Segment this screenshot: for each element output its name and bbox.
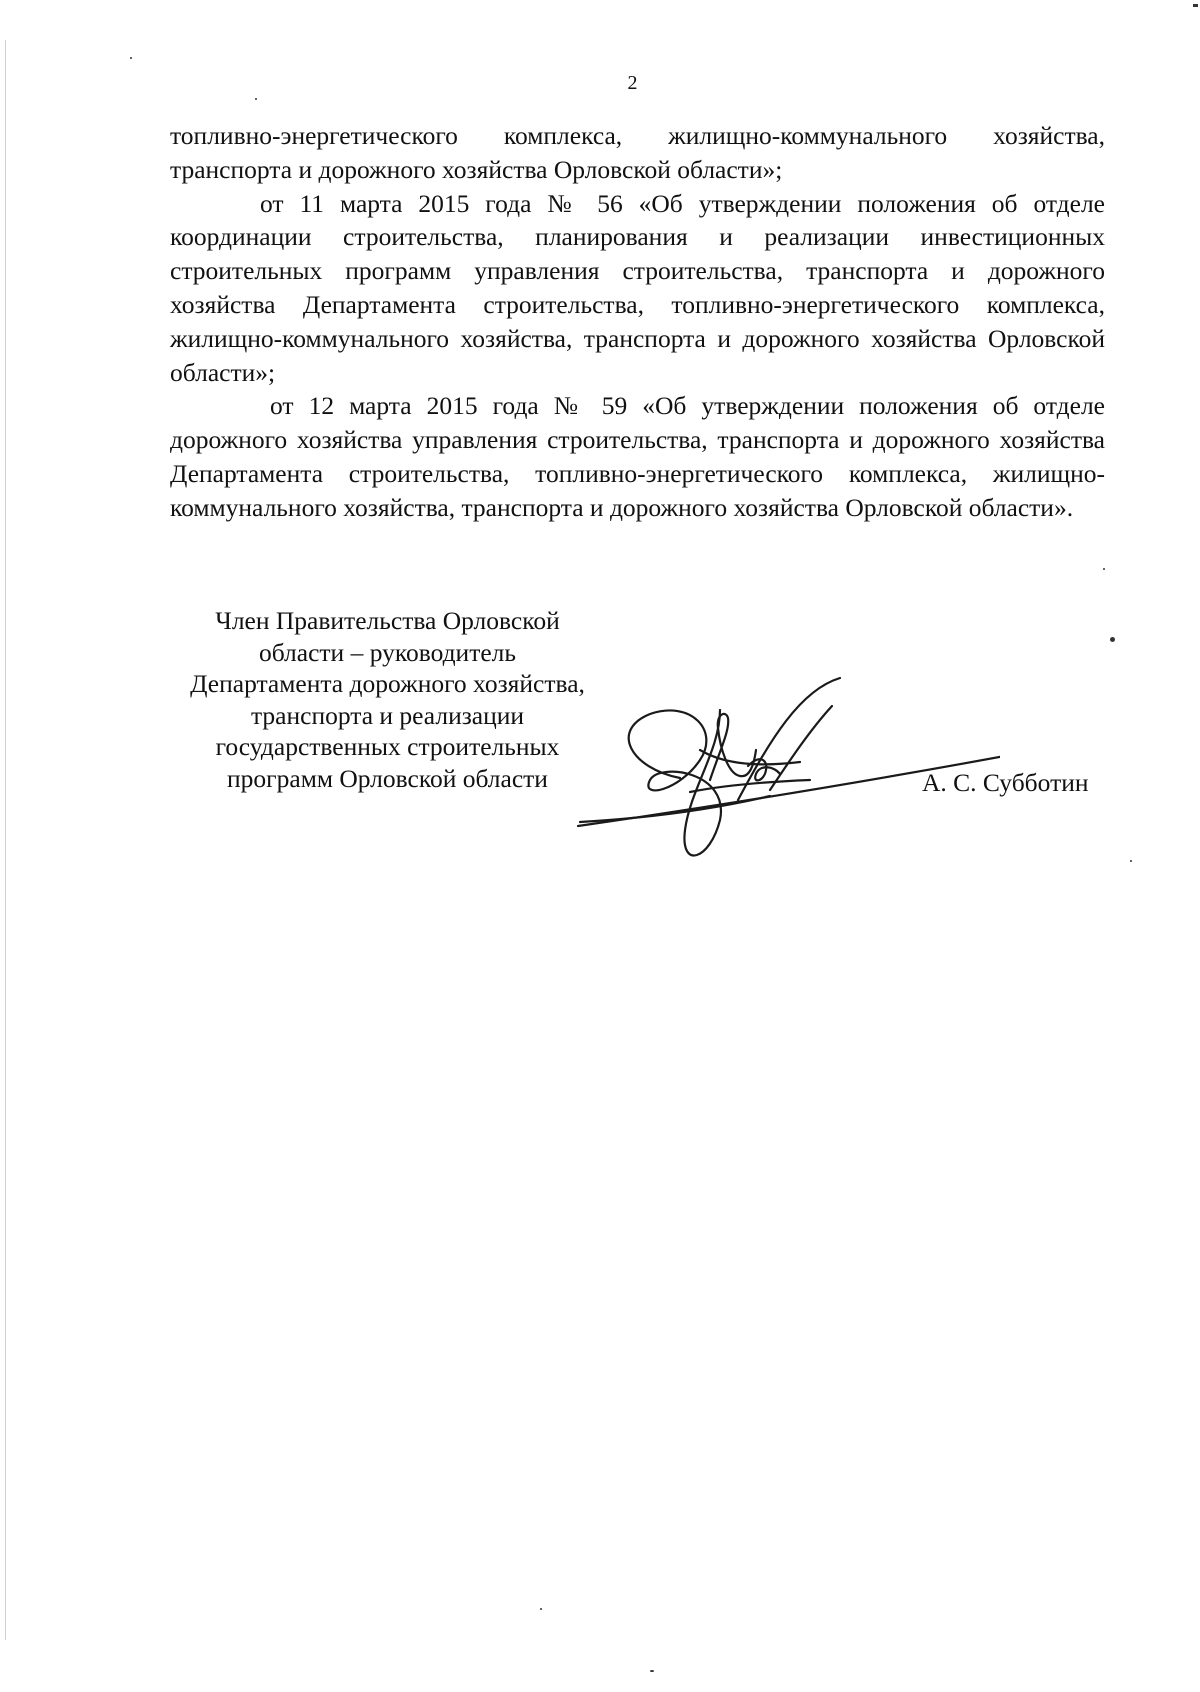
scan-speck: [1103, 568, 1105, 570]
scan-speck: [1110, 637, 1115, 642]
page-number: 2: [627, 72, 638, 94]
scan-speck: [130, 57, 132, 59]
position-line: Департамента дорожного хозяйства,: [190, 669, 585, 698]
scan-edge-line: [5, 40, 6, 1640]
position-line: государственных строительных: [215, 732, 560, 761]
document-body: [170, 119, 1105, 525]
position-line: Член Правительства Орловской: [215, 606, 560, 635]
scan-speck: [1193, 4, 1198, 7]
position-line: транспорта и реализации: [250, 700, 525, 730]
paragraph-order-59: от 12 марта 2015 года № 59 «Об утверждении положения об отделе дорожного хозяйства управления строительства, транспорта и дорожного хозяйства Департамента строительства, топливно-энергетического комплекса, жилищно-коммунального хозяйства, транспорта и дорожного хозяйства Орловской области».: [170, 391, 1105, 522]
scan-speck: [650, 1670, 654, 1672]
scan-speck: [255, 98, 257, 100]
paragraph-order-56: от 11 марта 2015 года № 56 «Об утверждении положения об отделе координации строительства, планирования и реализации инвестиционных строительных программ управления строительства, транспорта и дорожного хозяйства Департамента строительства, топливно-энергетического комплекса, жилищно-коммунального хозяйства, транспорта и дорожного хозяйства Орловской области»;: [170, 188, 1105, 387]
paragraph-continuation: топливно-энергетического комплекса, жилищно-коммунального хозяйства, транспорта и дорожного хозяйства Орловской области»;: [170, 121, 1105, 184]
position-line: области – руководитель: [258, 637, 517, 667]
position-line: программ Орловской области: [227, 763, 548, 793]
scan-speck: [1130, 860, 1132, 862]
scan-speck: [540, 1608, 542, 1610]
signer-name: А. С. Субботин: [922, 768, 1089, 797]
signatory-position: [150, 605, 625, 794]
